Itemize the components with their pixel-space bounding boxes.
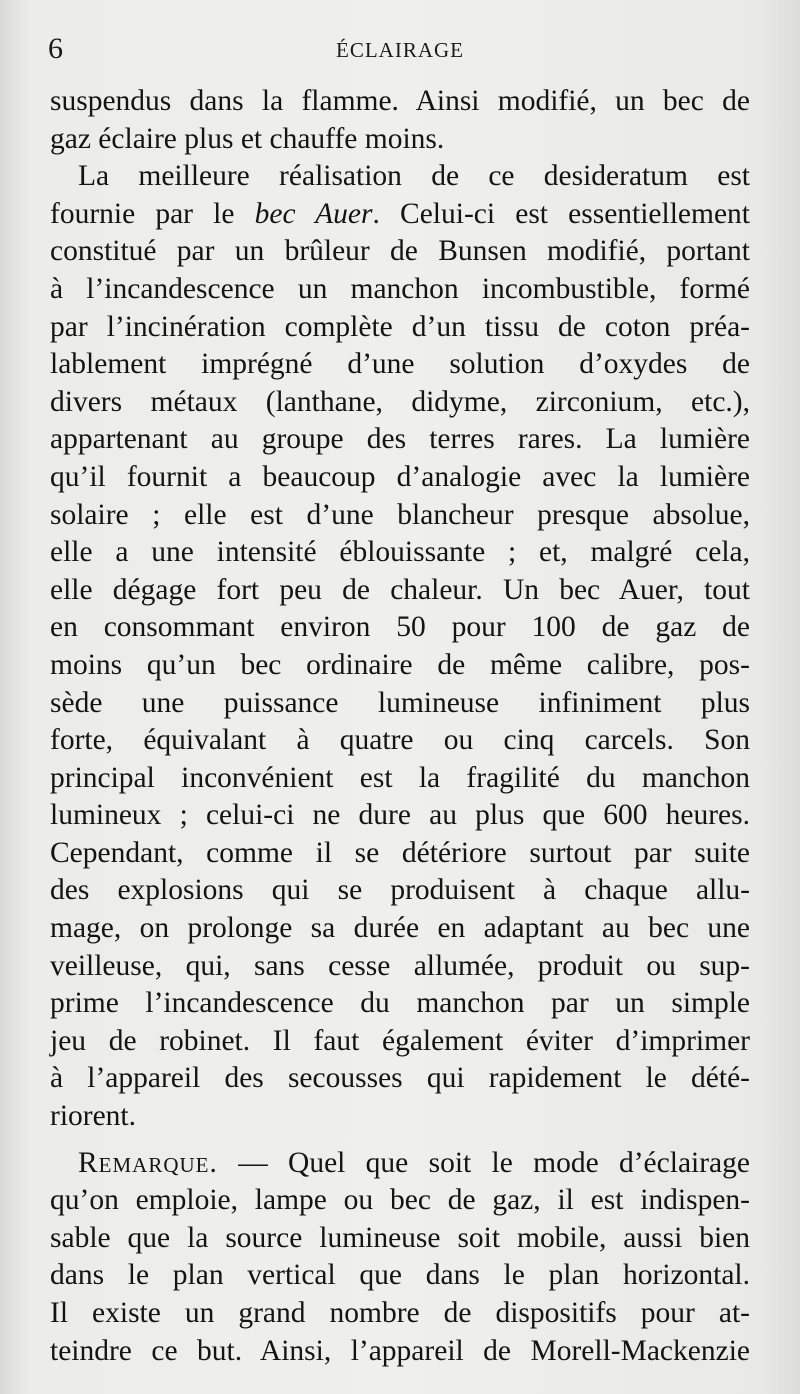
text-line: La meilleure réalisation de ce desideratum est: [78, 160, 750, 193]
text-line: elle a une intensité éblouissante ; et, malgré cela,: [50, 536, 750, 569]
text-line: divers métaux (lanthane, didyme, zirconium, etc.),: [50, 385, 750, 418]
text-line: lablement imprégné d’une solution d’oxydes de: [50, 348, 750, 381]
text-line: veilleuse, qui, sans cesse allumée, produit ou sup-: [50, 949, 750, 982]
text-line: teindre ce but. Ainsi, l’appareil de Morell-Mackenzie: [50, 1334, 750, 1367]
text-line: à l’incandescence un manchon incombustible, formé: [50, 272, 750, 305]
text-line: Il existe un grand nombre de dispositifs pour at-: [50, 1297, 750, 1329]
text-line: par l’incinération complète d’un tissu de coton préa-: [50, 310, 750, 343]
text-line: qu’il fournit a beaucoup d’analogie avec la lumière: [50, 460, 750, 493]
text-line: Cependant, comme il se détériore surtout par suite: [50, 836, 750, 869]
text-line: appartenant au groupe des terres rares. La lumière: [50, 423, 750, 456]
text-line: mage, on prolonge sa durée en adaptant au bec une: [50, 912, 750, 945]
text-line: elle dégage fort peu de chaleur. Un bec Auer, tout: [50, 573, 750, 606]
text-line: prime l’incandescence du manchon par un simple: [50, 987, 750, 1020]
text-run: fournie par le: [50, 197, 255, 230]
text-line: moins qu’un bec ordinaire de même calibre, pos-: [50, 648, 750, 681]
text-line: constitué par un brûleur de Bunsen modifié, portant: [50, 235, 750, 268]
running-title: ÉCLAIRAGE: [336, 38, 464, 62]
remark-label: Remarque.: [78, 1146, 218, 1179]
text-line: qu’on emploie, lampe ou bec de gaz, il est indispen-: [50, 1184, 750, 1217]
text-line: principal inconvénient est la fragilité du manchon: [50, 761, 750, 794]
text-line: dans le plan vertical que dans le plan horizontal.: [50, 1259, 750, 1292]
text-line: sable que la source lumineuse soit mobile, aussi bien: [50, 1221, 750, 1254]
text-line: forte, équivalant à quatre ou cinq carcels. Son: [50, 724, 750, 757]
text-line: suspendus dans la flamme. Ainsi modifié, un bec de: [50, 85, 750, 117]
text-line: gaz éclaire plus et chauffe moins.: [50, 122, 445, 155]
text-line: jeu de robinet. Il faut également éviter d’imprimer: [50, 1024, 750, 1057]
text-run: — Quel que soit le mode d’éclairage: [217, 1146, 750, 1179]
text-line: à l’appareil des secousses qui rapidement le dété-: [50, 1062, 750, 1095]
page-number: 6: [48, 32, 63, 65]
text-line: en consommant environ 50 pour 100 de gaz de: [50, 611, 750, 644]
text-line: [50, 1145, 750, 1183]
text-line: solaire ; elle est d’une blancheur presque absolue,: [50, 498, 750, 531]
text-run: . Celui-ci est essentiellement: [372, 197, 750, 230]
text-line: sède une puissance lumineuse infiniment plus: [50, 686, 750, 719]
text-line: des explosions qui se produisent à chaque allu-: [50, 874, 750, 907]
text-line: lumineux ; celui-ci ne dure au plus que 600 heures.: [50, 799, 750, 832]
body-text: [50, 83, 750, 1370]
text-line: [50, 196, 750, 234]
text-line: riorent.: [50, 1100, 137, 1133]
italic-term: bec Auer: [254, 197, 373, 230]
